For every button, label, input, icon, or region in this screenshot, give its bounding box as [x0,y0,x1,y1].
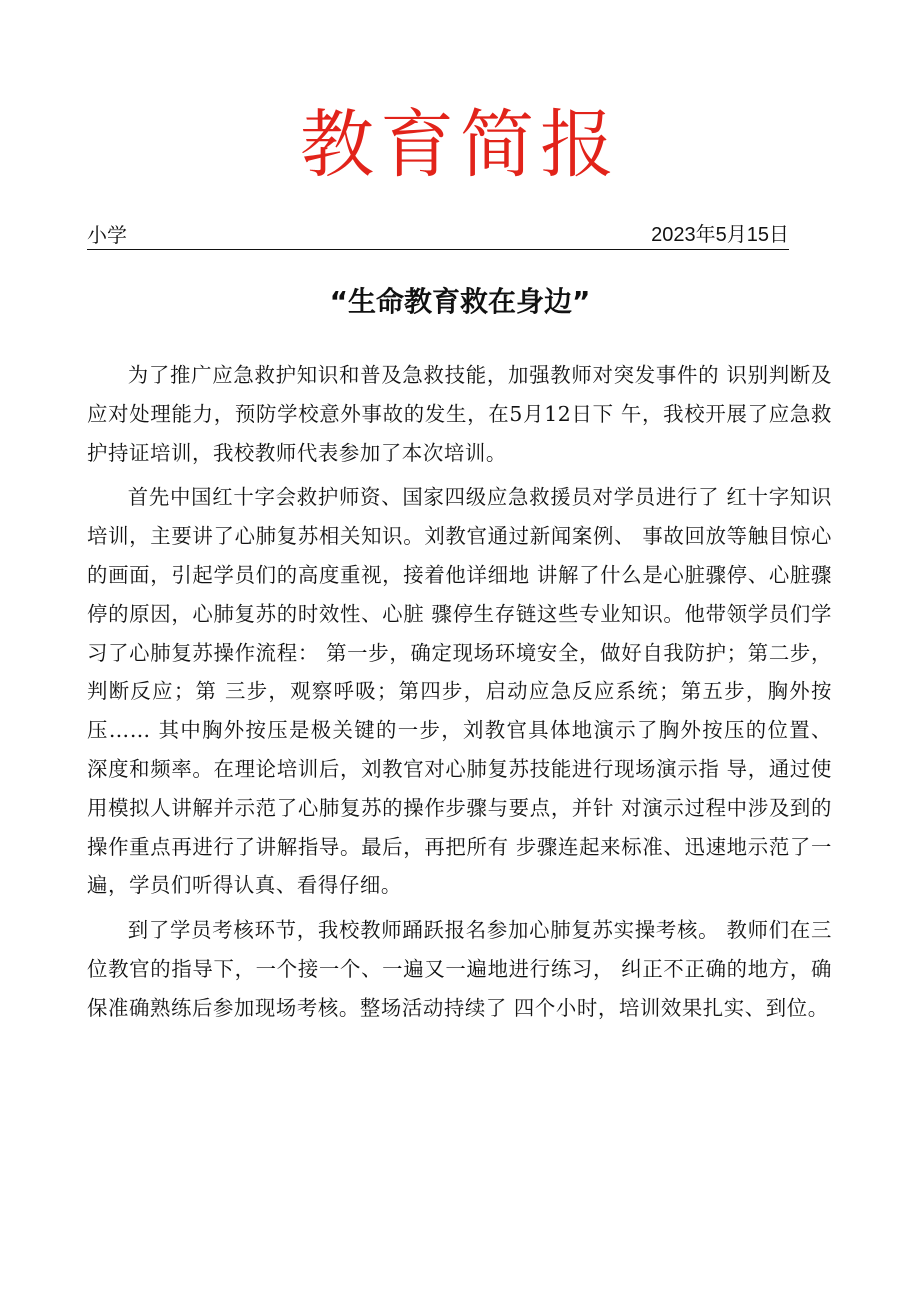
article-paragraph: 为了推广应急救护知识和普及急救技能，加强教师对突发事件的 识别判断及应对处理能力，预防学校意外事故的发生，在5月12日下 午，我校开展了应急救护持证培训，我校教师代表参加了本次培训。 [87,363,832,465]
school-name: 小学 [87,223,127,247]
article-paragraph: 首先中国红十字会救护师资、国家四级应急救援员对学员进行了 红十字知识培训，主要讲了心肺复苏相关知识。刘教官通过新闻案例、 事故回放等触目惊心的画面，引起学员们的高度重视，接着他详细地 讲解了什么是心脏骤停、心脏骤停的原因，心肺复苏的时效性、心脏 骤停生存链这些专业知识。他带领学员们学习了心肺复苏操作流程： 第一步，确定现场环境安全，做好自我防护；第二步，判断反应；第 三步，观察呼吸；第四步，启动应急反应系统；第五步，胸外按压…… 其中胸外按压是极关键的一步，刘教官具体地演示了胸外按压的位置、 深度和频率。在理论培训后，刘教官对心肺复苏技能进行现场演示指 导，通过使用模拟人讲解并示范了心肺复苏的操作步骤与要点，并针 对演示过程中涉及到的操作重点再进行了讲解指导。最后，再把所有 步骤连起来标准、迅速地示范了一遍，学员们听得认真、看得仔细。 [87,485,832,898]
issue-date: 2023年5月15日 [651,224,789,246]
article-paragraph: 到了学员考核环节，我校教师踊跃报名参加心肺复苏实操考核。 教师们在三位教官的指导下，一个接一个、一遍又一遍地进行练习， 纠正不正确的地方，确保准确熟练后参加现场考核。整场活动持续了 四个小时，培训效果扎实、到位。 [87,918,832,1020]
article-body [87,356,832,1034]
issue-info-line [87,219,789,250]
masthead-title: 教育简报 [300,102,620,188]
article-title: “生命教育救在身边” [329,285,591,318]
